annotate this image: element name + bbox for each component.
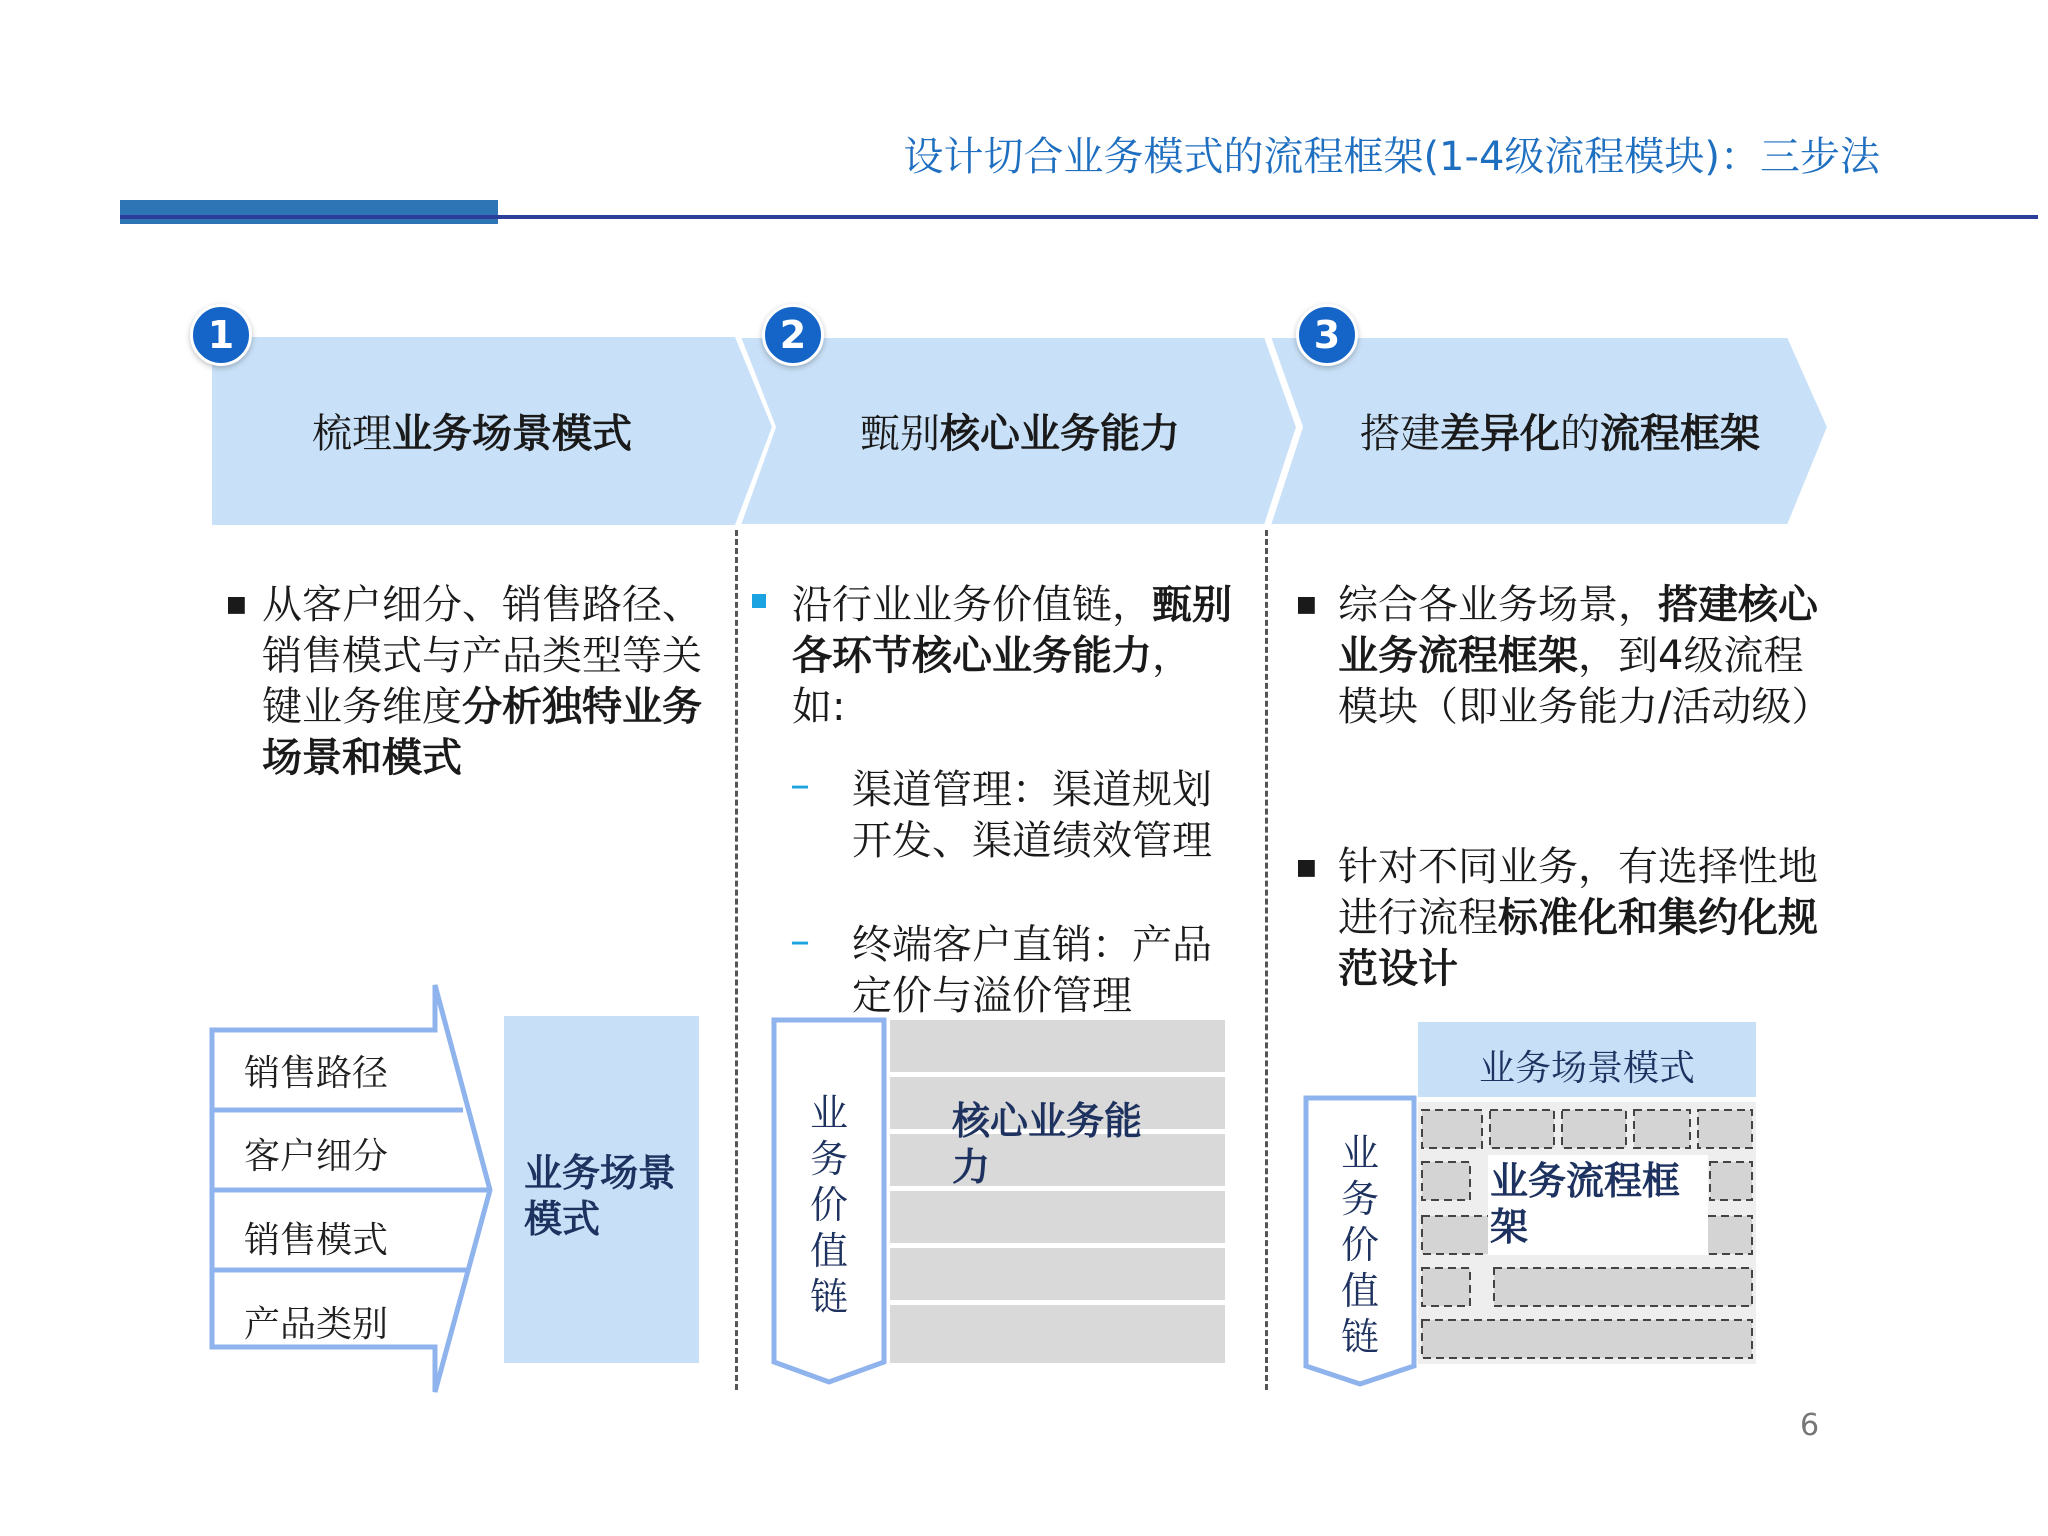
slide-title: 设计切合业务模式的流程框架(1-4级流程模块)：三步法 [903, 134, 1880, 180]
step-1-number: 1 [190, 304, 252, 366]
col3-bullet-1: 综合各业务场景，搭建核心业务流程框架，到4级流程模块（即业务能力/活动级） [1338, 582, 1832, 730]
process-framework-label: 业务流程框架 [1490, 1159, 1681, 1249]
col2-sub-item-1: 渠道管理：渠道规划开发、渠道绩效管理 [852, 767, 1212, 864]
input-sales-mode: 销售模式 [244, 1220, 389, 1261]
page-number: 6 [1800, 1408, 1820, 1443]
dash-marker: – [790, 762, 810, 808]
input-customer-segment: 客户细分 [244, 1136, 389, 1177]
step-2-number: 2 [762, 304, 824, 366]
value-chain-label: 业务价值链 [809, 1091, 848, 1319]
value-chain-label: 业务价值链 [1340, 1131, 1379, 1359]
step-3-title: 搭建差异化的流程框架 [1360, 411, 1760, 457]
input-sales-path: 销售路径 [244, 1053, 389, 1094]
input-product-category: 产品类别 [244, 1304, 389, 1345]
step-3-number: 3 [1296, 304, 1358, 366]
col2-bullet: 沿行业业务价值链，甄别各环节核心业务能力，如: [792, 582, 1232, 730]
col1-bullet: 从客户细分、销售路径、销售模式与产品类型等关键业务维度分析独特业务场景和模式 [262, 582, 702, 781]
business-scenario-label: 业务场景模式 [524, 1151, 677, 1241]
dash-marker: – [790, 918, 810, 964]
scenario-header-label: 业务场景模式 [1478, 1048, 1695, 1089]
bullet-marker: ■ [1296, 592, 1317, 617]
bullet-marker: ■ [1296, 855, 1317, 880]
step-1-title: 梳理业务场景模式 [312, 411, 632, 457]
core-capability-label: 核心业务能力 [952, 1099, 1143, 1189]
bullet-marker: ■ [226, 592, 247, 617]
col2-sub-item-2: 终端客户直销：产品定价与溢价管理 [852, 922, 1212, 1019]
col3-bullet-2: 针对不同业务，有选择性地进行流程标准化和集约化规范设计 [1338, 844, 1818, 992]
step-2-title: 甄别核心业务能力 [860, 411, 1180, 457]
